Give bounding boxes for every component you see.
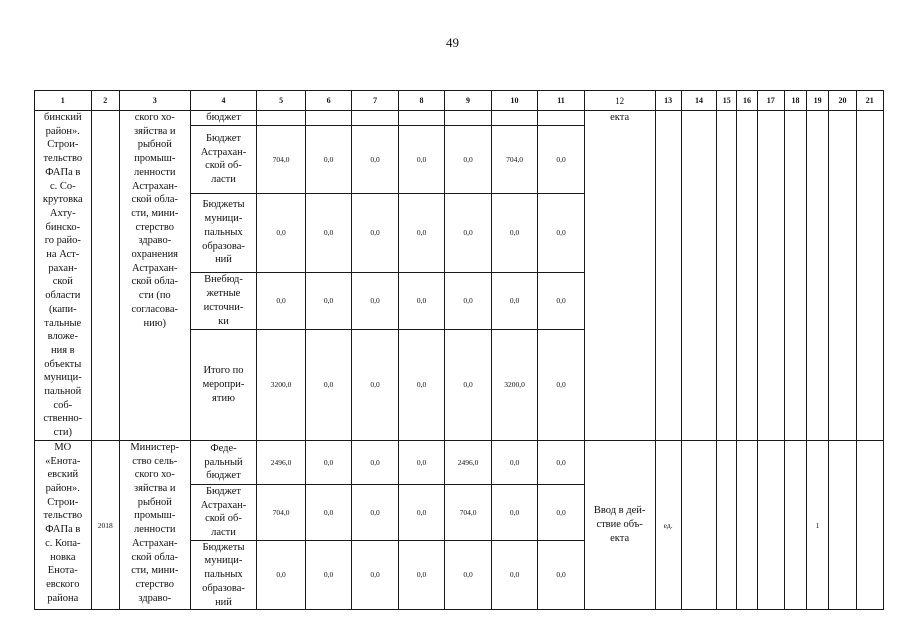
funding-source: Внебюд- жетные источни- ки — [190, 272, 257, 329]
funding-source: бюджет — [190, 111, 257, 126]
value-cell: 3200,0 — [257, 330, 306, 441]
column-header: 10 — [491, 91, 537, 111]
column-header: 12 — [584, 91, 655, 111]
empty-cell — [807, 111, 829, 441]
value-cell — [491, 111, 537, 126]
value-cell — [352, 111, 398, 126]
indicator-cell: екта — [584, 111, 655, 441]
value-cell: 0,0 — [398, 484, 444, 540]
value-cell: 704,0 — [257, 126, 306, 194]
value-cell: 0,0 — [352, 272, 398, 329]
empty-cell — [829, 440, 856, 609]
value-cell: 0,0 — [538, 126, 584, 194]
value-cell: 0,0 — [398, 540, 444, 610]
value-cell: 0,0 — [491, 540, 537, 610]
value-cell: 704,0 — [257, 484, 306, 540]
empty-cell — [757, 111, 784, 441]
year-cell — [91, 111, 119, 441]
empty-cell — [856, 440, 883, 609]
value-cell: 704,0 — [445, 484, 491, 540]
value-cell: 0,0 — [538, 440, 584, 484]
page-number: 49 — [446, 35, 459, 50]
value-cell: 0,0 — [491, 272, 537, 329]
value-cell: 0,0 — [398, 330, 444, 441]
empty-cell — [784, 111, 806, 441]
column-header: 6 — [305, 91, 351, 111]
funding-source: Итого по меропри- ятию — [190, 330, 257, 441]
column-header: 1 — [35, 91, 92, 111]
funding-source: Бюджет Астрахан- ской об- ласти — [190, 126, 257, 194]
value-cell: 0,0 — [305, 440, 351, 484]
column-header: 3 — [119, 91, 190, 111]
value-cell: 0,0 — [538, 272, 584, 329]
column-header: 7 — [352, 91, 398, 111]
column-header: 5 — [257, 91, 306, 111]
column-header: 21 — [856, 91, 883, 111]
value-cell: 2496,0 — [445, 440, 491, 484]
value-cell: 0,0 — [305, 330, 351, 441]
empty-cell — [717, 111, 737, 441]
column-header: 11 — [538, 91, 584, 111]
value-cell: 0,0 — [491, 193, 537, 272]
column-header: 4 — [190, 91, 257, 111]
value-cell: 0,0 — [445, 193, 491, 272]
empty-cell — [737, 111, 757, 441]
column-header: 15 — [717, 91, 737, 111]
value-cell: 0,0 — [491, 484, 537, 540]
column-header: 14 — [681, 91, 716, 111]
column-header: 17 — [757, 91, 784, 111]
value-cell: 0,0 — [352, 440, 398, 484]
value-cell: 0,0 — [352, 126, 398, 194]
value-cell: 0,0 — [257, 193, 306, 272]
value-cell: 0,0 — [305, 540, 351, 610]
column-header: 16 — [737, 91, 757, 111]
empty-cell — [681, 111, 716, 441]
value-cell: 0,0 — [305, 193, 351, 272]
measure-name: бинский район». Строи- тельство ФАПа в с. Со- крутовка Ахту- бинско- го райо- на Аст- рахан- ской области (капи- тальные вложе- ния в объекты муници- пальной соб- ственно- сти) — [35, 111, 92, 441]
value-cell: 0,0 — [398, 272, 444, 329]
empty-cell — [737, 440, 757, 609]
value-cell: 3200,0 — [491, 330, 537, 441]
value-cell: 0,0 — [398, 126, 444, 194]
funding-source: Бюджеты муници- пальных образова- ний — [190, 540, 257, 610]
value-cell: 0,0 — [445, 272, 491, 329]
funding-source: Бюджет Астрахан- ской об- ласти — [190, 484, 257, 540]
column-header: 13 — [655, 91, 681, 111]
budget-table — [34, 90, 884, 610]
table-row — [35, 111, 884, 126]
value-cell — [398, 111, 444, 126]
value-cell: 0,0 — [305, 126, 351, 194]
value-cell: 0,0 — [257, 540, 306, 610]
table-row — [35, 440, 884, 484]
value-cell: 704,0 — [491, 126, 537, 194]
measure-name: МО «Енота- евский район». Строи- тельство ФАПа в с. Копа- новка Енота- евского района — [35, 440, 92, 609]
value-cell: 0,0 — [538, 193, 584, 272]
value-cell: 0,0 — [352, 193, 398, 272]
empty-cell — [829, 111, 856, 441]
empty-cell — [856, 111, 883, 441]
unit-cell: ед. — [655, 440, 681, 609]
column-header-row — [35, 91, 884, 111]
col19-value: 1 — [807, 440, 829, 609]
column-header: 8 — [398, 91, 444, 111]
empty-cell — [681, 440, 716, 609]
value-cell — [538, 111, 584, 126]
value-cell: 0,0 — [445, 540, 491, 610]
value-cell: 2496,0 — [257, 440, 306, 484]
value-cell: 0,0 — [352, 330, 398, 441]
empty-cell — [757, 440, 784, 609]
indicator-cell: Ввод в дей- ствие объ- екта — [584, 440, 655, 609]
value-cell: 0,0 — [352, 484, 398, 540]
empty-cell — [717, 440, 737, 609]
value-cell: 0,0 — [305, 484, 351, 540]
value-cell — [257, 111, 306, 126]
funding-source: Бюджеты муници- пальных образова- ний — [190, 193, 257, 272]
executor-cell: Министер- ство сель- ского хо- зяйства и рыбной промыш- ленности Астрахан- ской обла- сти, мини- стерство здраво- — [119, 440, 190, 609]
column-header: 20 — [829, 91, 856, 111]
value-cell: 0,0 — [538, 330, 584, 441]
value-cell: 0,0 — [257, 272, 306, 329]
value-cell: 0,0 — [305, 272, 351, 329]
value-cell: 0,0 — [538, 484, 584, 540]
column-header: 2 — [91, 91, 119, 111]
empty-cell — [655, 111, 681, 441]
column-header: 9 — [445, 91, 491, 111]
executor-cell: ского хо- зяйства и рыбной промыш- ленности Астрахан- ской обла- сти, мини- стерство здраво- охранения Астрахан- ской обла- сти (по согласова- нию) — [119, 111, 190, 441]
value-cell: 0,0 — [445, 126, 491, 194]
value-cell — [445, 111, 491, 126]
value-cell: 0,0 — [398, 193, 444, 272]
value-cell: 0,0 — [398, 440, 444, 484]
empty-cell — [784, 440, 806, 609]
value-cell: 0,0 — [538, 540, 584, 610]
funding-source: Феде- ральный бюджет — [190, 440, 257, 484]
column-header: 19 — [807, 91, 829, 111]
value-cell: 0,0 — [445, 330, 491, 441]
value-cell: 0,0 — [491, 440, 537, 484]
year-cell: 2018 — [91, 440, 119, 609]
column-header: 18 — [784, 91, 806, 111]
value-cell — [305, 111, 351, 126]
value-cell: 0,0 — [352, 540, 398, 610]
